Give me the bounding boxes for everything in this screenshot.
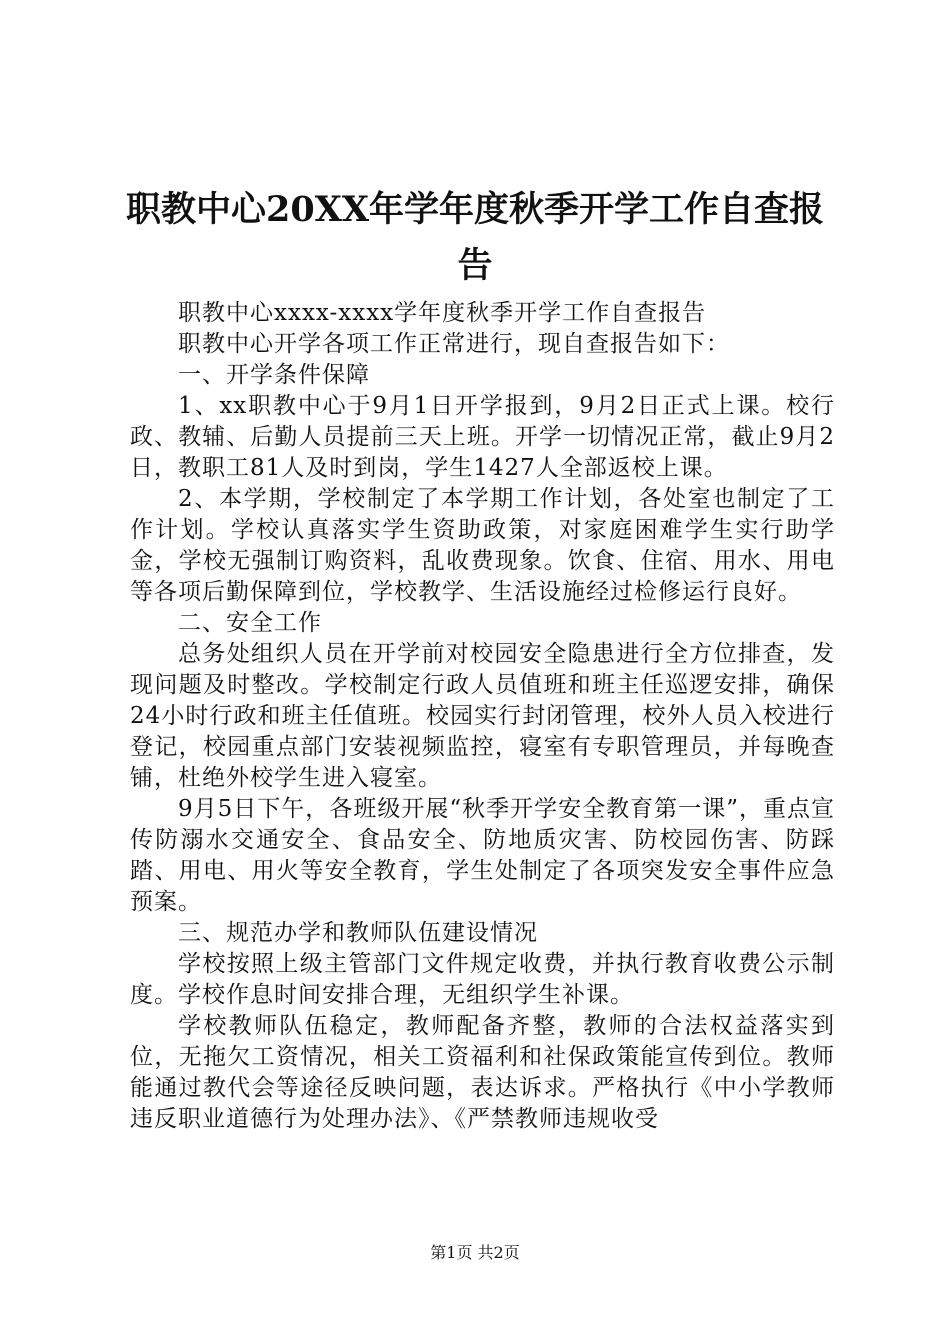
section-heading: 一、开学条件保障 <box>178 362 370 388</box>
paragraph: 学校教师队伍稳定，教师配备齐整，教师的合法权益落实到位，无拖欠工资情况，相关工资福利和社保政策能宣传到位。教师能通过教代会等途径反映问题，表达诉求。严格执行《中小学教师违反职业道德行为处理办法》、《严禁教师违规收受 <box>130 1013 835 1132</box>
document-body <box>130 298 835 1135</box>
paragraph: 总务处组织人员在开学前对校园安全隐患进行全方位排查，发现问题及时整改。学校制定行政人员值班和班主任巡逻安排，确保24小时行政和班主任值班。校园实行封闭管理，校外人员入校进行登记，校园重点部门安装视频监控，寝室有专职管理员，并每晚查铺，杜绝外校学生进入寝室。 <box>130 641 835 791</box>
paragraph: 1、xx职教中心于9月1日开学报到，9月2日正式上课。校行政、教辅、后勤人员提前三天上班。开学一切情况正常，截止9月2日，教职工81人及时到岗，学生1427人全部返校上课。 <box>130 393 835 481</box>
page-footer: 第1页 共2页 <box>430 1243 520 1262</box>
section-heading: 三、规范办学和教师队伍建设情况 <box>178 920 538 946</box>
document-title: 职教中心20XX年学年度秋季开学工作自查报告 <box>125 189 825 286</box>
paragraph: 职教中心xxxx-xxxx学年度秋季开学工作自查报告 <box>178 300 707 326</box>
section-heading: 二、安全工作 <box>178 610 322 636</box>
paragraph: 2、本学期，学校制定了本学期工作计划，各处室也制定了工作计划。学校认真落实学生资助政策，对家庭困难学生实行助学金，学校无强制订购资料，乱收费现象。饮食、住宿、用水、用电等各项后勤保障到位，学校教学、生活设施经过检修运行良好。 <box>130 486 835 605</box>
paragraph: 学校按照上级主管部门文件规定收费，并执行教育收费公示制度。学校作息时间安排合理，无组织学生补课。 <box>130 951 835 1008</box>
paragraph: 职教中心开学各项工作正常进行，现自查报告如下： <box>178 331 730 357</box>
paragraph: 9月5日下午，各班级开展“秋季开学安全教育第一课”，重点宣传防溺水交通安全、食品安全、防地质灾害、防校园伤害、防踩踏、用电、用火等安全教育，学生处制定了各项突发安全事件应急预案。 <box>130 796 835 915</box>
